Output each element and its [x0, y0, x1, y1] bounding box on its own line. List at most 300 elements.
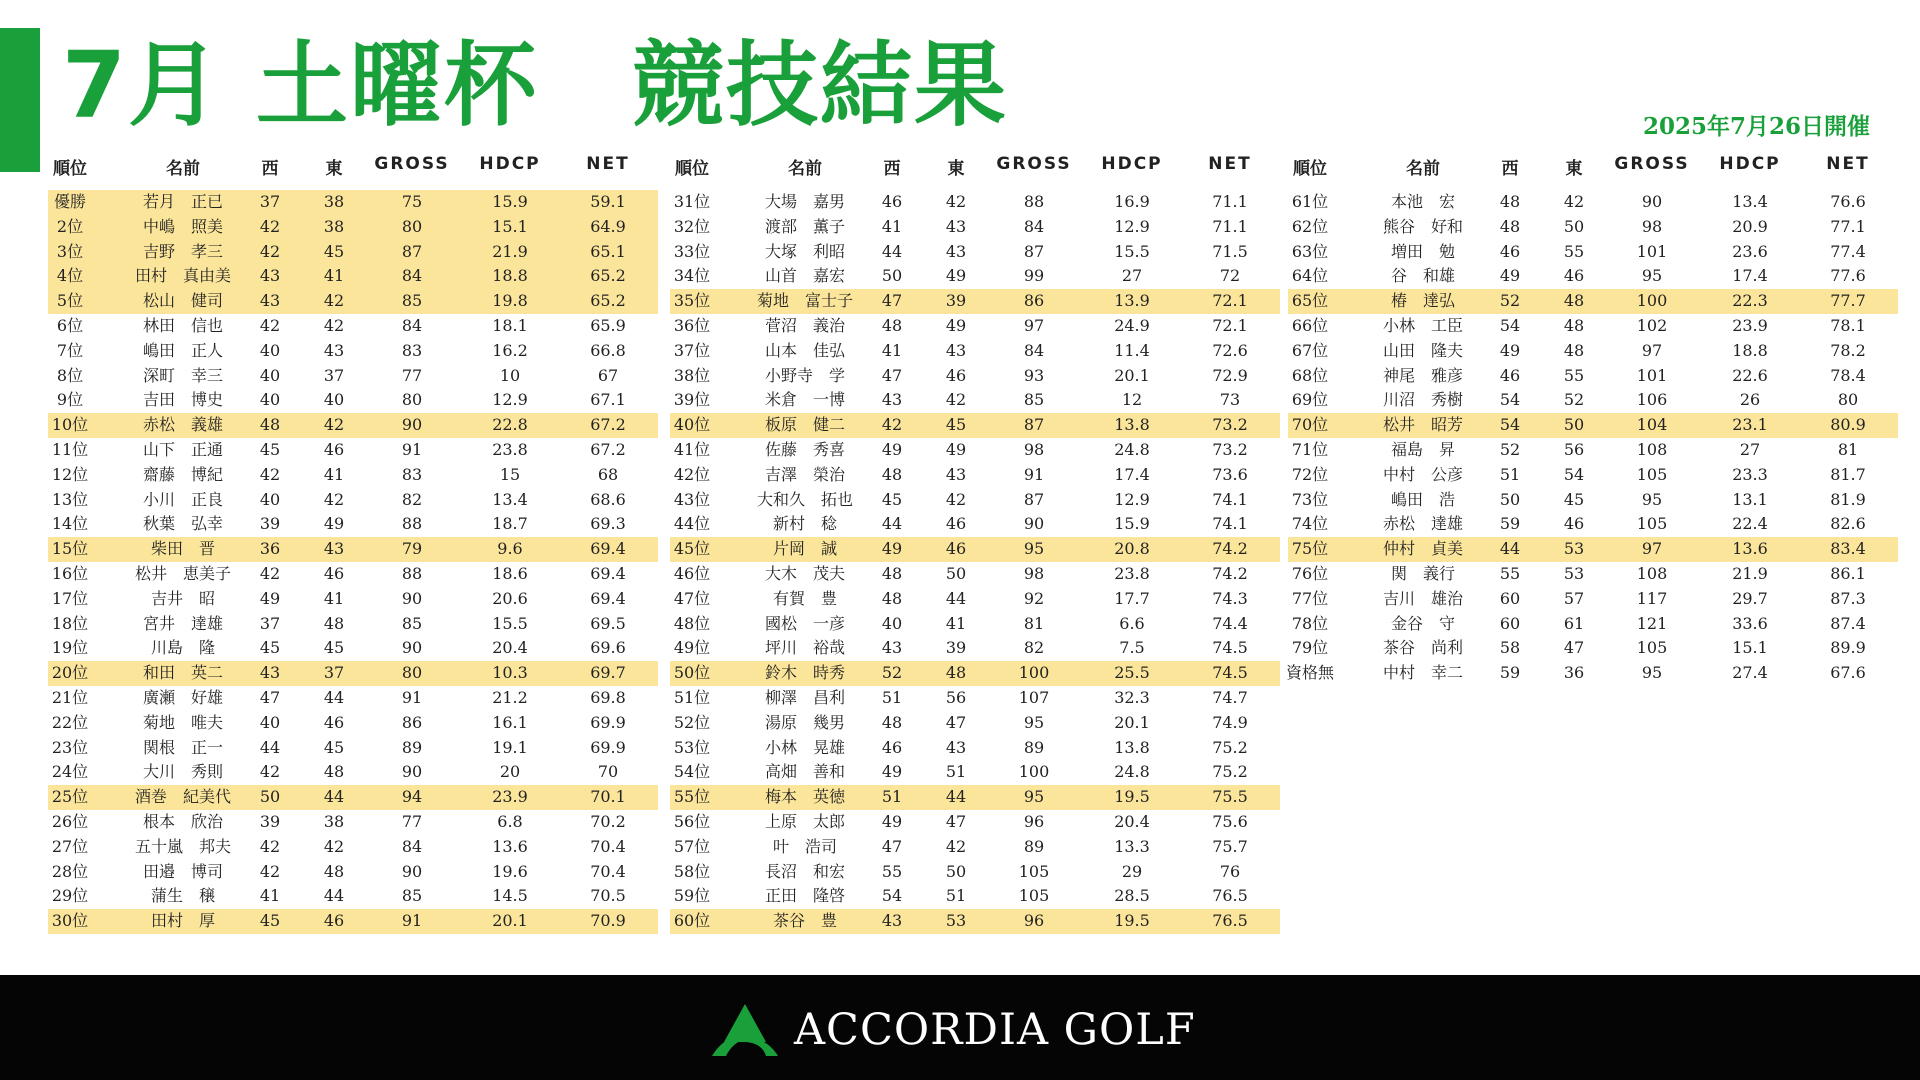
- hdcp-cell: 20.1: [492, 911, 528, 931]
- east-score-cell: 46: [1563, 266, 1585, 286]
- west-score-cell: 39: [259, 514, 281, 534]
- net-header: NET: [1826, 154, 1870, 174]
- hdcp-cell: 28.5: [1114, 886, 1150, 906]
- east-header: 東: [1565, 159, 1583, 179]
- net-cell: 72.1: [1212, 291, 1248, 311]
- gross-cell: 77: [401, 811, 423, 831]
- west-score-cell: 50: [1499, 489, 1521, 509]
- west-score-cell: 36: [259, 539, 281, 559]
- net-cell: 75.7: [1212, 836, 1248, 856]
- name-cell: 茶谷 豊: [772, 911, 838, 931]
- hdcp-cell: 19.8: [492, 291, 528, 311]
- east-score-cell: 49: [323, 514, 345, 534]
- hdcp-cell: 14.5: [492, 886, 528, 906]
- table-row: [670, 488, 1280, 513]
- west-score-cell: 40: [881, 613, 903, 633]
- east-score-cell: 38: [323, 811, 345, 831]
- rank-cell: 15位: [51, 539, 89, 559]
- east-score-cell: 54: [1563, 464, 1585, 484]
- gross-cell: 87: [1023, 489, 1045, 509]
- table-row: [48, 810, 658, 835]
- rank-cell: 50位: [673, 663, 711, 683]
- east-score-cell: 48: [1563, 291, 1585, 311]
- rank-cell: 52位: [673, 712, 711, 732]
- hdcp-cell: 6.6: [1119, 613, 1145, 633]
- table-row: [670, 587, 1280, 612]
- east-score-cell: 42: [945, 836, 967, 856]
- net-cell: 82.6: [1830, 514, 1866, 534]
- east-score-cell: 45: [323, 737, 345, 757]
- event-date: 2025年7月26日開催: [1642, 113, 1870, 140]
- net-cell: 74.5: [1212, 638, 1248, 658]
- hdcp-cell: 23.8: [1114, 563, 1150, 583]
- name-cell: 吉田 博史: [142, 390, 224, 410]
- hdcp-cell: 15.9: [1114, 514, 1150, 534]
- west-score-cell: 52: [1499, 439, 1521, 459]
- west-score-cell: 44: [259, 737, 281, 757]
- net-cell: 68.6: [590, 489, 626, 509]
- table-row: [670, 289, 1280, 314]
- east-header: 東: [325, 159, 343, 179]
- name-cell: 米倉 一博: [764, 390, 846, 410]
- table-row: [48, 860, 658, 885]
- net-cell: 78.1: [1830, 315, 1866, 335]
- east-score-cell: 46: [323, 563, 345, 583]
- hdcp-cell: 16.9: [1114, 192, 1150, 211]
- east-score-cell: 37: [323, 663, 345, 683]
- table-row: [48, 636, 658, 661]
- hdcp-cell: 33.6: [1732, 613, 1768, 633]
- gross-cell: 89: [1023, 836, 1045, 856]
- gross-header: GROSS: [996, 154, 1072, 174]
- hdcp-cell: 17.7: [1114, 588, 1150, 608]
- east-score-cell: 38: [323, 192, 345, 211]
- rank-cell: 39位: [673, 390, 711, 410]
- hdcp-cell: 21.2: [492, 687, 528, 707]
- table-row: [48, 835, 658, 860]
- net-cell: 87.3: [1830, 588, 1866, 608]
- hdcp-cell: 13.6: [1732, 539, 1768, 559]
- net-cell: 74.2: [1212, 563, 1248, 583]
- west-score-cell: 48: [881, 315, 903, 335]
- west-score-cell: 55: [1499, 563, 1521, 583]
- rank-cell: 11位: [51, 439, 89, 459]
- hdcp-cell: 23.9: [1732, 315, 1768, 335]
- east-score-cell: 55: [1563, 365, 1585, 385]
- name-cell: 有賀 豊: [772, 588, 838, 608]
- table-row: [670, 364, 1280, 389]
- table-row: [1288, 388, 1898, 413]
- gross-cell: 89: [1023, 737, 1045, 757]
- name-cell: 叶 浩司: [772, 836, 838, 856]
- west-score-cell: 45: [259, 638, 281, 658]
- rank-cell: 29位: [51, 886, 89, 906]
- west-score-cell: 49: [881, 762, 903, 782]
- table-row: [670, 537, 1280, 562]
- table-row: [670, 388, 1280, 413]
- east-score-cell: 37: [323, 365, 345, 385]
- rank-cell: 31位: [673, 192, 711, 211]
- net-cell: 86.1: [1830, 563, 1866, 583]
- rank-cell: 46位: [673, 563, 711, 583]
- table-row: [1288, 215, 1898, 240]
- west-score-cell: 41: [881, 216, 903, 236]
- name-cell: 上原 太郎: [764, 811, 846, 831]
- gross-cell: 82: [1023, 638, 1045, 658]
- west-score-cell: 54: [1499, 315, 1521, 335]
- east-score-cell: 42: [945, 192, 967, 211]
- table-row: [670, 736, 1280, 761]
- net-cell: 68: [597, 464, 619, 484]
- gross-cell: 91: [401, 911, 423, 931]
- hdcp-cell: 20.8: [1114, 539, 1150, 559]
- west-score-cell: 55: [881, 861, 903, 881]
- gross-cell: 105: [1636, 464, 1668, 484]
- hdcp-cell: 12.9: [492, 390, 528, 410]
- hdcp-cell: 13.4: [1732, 192, 1768, 211]
- hdcp-cell: 23.9: [492, 787, 528, 807]
- net-cell: 66.8: [590, 340, 626, 360]
- hdcp-cell: 27.4: [1732, 663, 1768, 683]
- table-row: [48, 661, 658, 686]
- hdcp-header: HDCP: [1719, 154, 1781, 174]
- table-row: [48, 364, 658, 389]
- hdcp-cell: 29: [1121, 861, 1143, 881]
- hdcp-cell: 16.2: [492, 340, 528, 360]
- west-score-cell: 51: [881, 687, 903, 707]
- net-cell: 69.3: [590, 514, 626, 534]
- rank-cell: 26位: [51, 811, 89, 831]
- west-score-cell: 42: [881, 415, 903, 435]
- gross-cell: 93: [1023, 365, 1045, 385]
- east-score-cell: 61: [1563, 613, 1585, 633]
- hdcp-cell: 13.8: [1114, 415, 1150, 435]
- rank-cell: 71位: [1291, 439, 1329, 459]
- net-cell: 71.1: [1212, 216, 1248, 236]
- rank-cell: 28位: [51, 861, 89, 881]
- name-cell: 國松 一彦: [764, 613, 846, 633]
- east-score-cell: 44: [945, 588, 967, 608]
- gross-cell: 90: [401, 588, 423, 608]
- name-cell: 茶谷 尚利: [1382, 638, 1464, 658]
- gross-cell: 117: [1636, 588, 1668, 608]
- table-row: [48, 388, 658, 413]
- rank-cell: 40位: [673, 415, 711, 435]
- east-score-cell: 42: [323, 315, 345, 335]
- net-cell: 74.4: [1212, 613, 1248, 633]
- table-header: [1288, 150, 1898, 180]
- east-score-cell: 46: [1563, 514, 1585, 534]
- gross-cell: 84: [1023, 340, 1045, 360]
- net-cell: 65.1: [590, 241, 626, 261]
- east-score-cell: 43: [945, 216, 967, 236]
- rank-cell: 37位: [673, 340, 711, 360]
- gross-cell: 87: [401, 241, 423, 261]
- rank-cell: 74位: [1291, 514, 1329, 534]
- east-score-cell: 44: [945, 787, 967, 807]
- name-cell: 林田 信也: [142, 315, 224, 335]
- name-cell: 金谷 守: [1390, 613, 1456, 633]
- hdcp-cell: 24.8: [1114, 762, 1150, 782]
- net-cell: 70.4: [590, 861, 626, 881]
- west-score-cell: 48: [881, 712, 903, 732]
- hdcp-cell: 17.4: [1114, 464, 1150, 484]
- table-row: [1288, 537, 1898, 562]
- rank-cell: 5位: [56, 291, 84, 311]
- west-header: 西: [1501, 159, 1519, 179]
- east-score-cell: 52: [1563, 390, 1585, 410]
- gross-cell: 91: [401, 439, 423, 459]
- east-score-cell: 36: [1563, 663, 1585, 683]
- name-cell: 新村 稔: [772, 514, 838, 534]
- rank-cell: 6位: [56, 315, 84, 335]
- table-row: [48, 686, 658, 711]
- name-cell: 小野寺 学: [764, 365, 846, 385]
- net-cell: 78.2: [1830, 340, 1866, 360]
- net-cell: 69.9: [590, 737, 626, 757]
- west-score-cell: 42: [259, 315, 281, 335]
- table-row: [670, 909, 1280, 934]
- rank-cell: 42位: [673, 464, 711, 484]
- name-cell: 椿 達弘: [1390, 291, 1456, 311]
- gross-cell: 97: [1641, 340, 1663, 360]
- hdcp-cell: 23.8: [492, 439, 528, 459]
- west-score-cell: 44: [881, 241, 903, 261]
- west-score-cell: 41: [881, 340, 903, 360]
- gross-cell: 90: [401, 762, 423, 782]
- rank-cell: 38位: [673, 365, 711, 385]
- name-cell: 高畑 善和: [764, 762, 846, 782]
- west-score-cell: 48: [259, 415, 281, 435]
- east-score-cell: 46: [323, 712, 345, 732]
- hdcp-cell: 21.9: [1732, 563, 1768, 583]
- west-score-cell: 43: [259, 663, 281, 683]
- name-cell: 嶋田 浩: [1390, 489, 1456, 509]
- name-cell: 鈴木 時秀: [764, 663, 846, 683]
- hdcp-cell: 10.3: [492, 663, 528, 683]
- table-row: [670, 438, 1280, 463]
- hdcp-cell: 13.6: [492, 836, 528, 856]
- gross-cell: 83: [401, 340, 423, 360]
- hdcp-cell: 13.8: [1114, 737, 1150, 757]
- table-row: [1288, 612, 1898, 637]
- name-cell: 酒巻 紀美代: [134, 787, 232, 807]
- table-row: [48, 512, 658, 537]
- west-score-cell: 60: [1499, 588, 1521, 608]
- west-score-cell: 40: [259, 390, 281, 410]
- net-cell: 81: [1837, 439, 1859, 459]
- rank-cell: 12位: [51, 464, 89, 484]
- gross-cell: 95: [1641, 489, 1663, 509]
- hdcp-cell: 20.1: [1114, 712, 1150, 732]
- hdcp-cell: 19.5: [1114, 787, 1150, 807]
- table-row: [1288, 488, 1898, 513]
- net-cell: 75.6: [1212, 811, 1248, 831]
- rank-cell: 9位: [56, 390, 84, 410]
- east-score-cell: 46: [945, 539, 967, 559]
- west-score-cell: 49: [1499, 340, 1521, 360]
- net-cell: 72.1: [1212, 315, 1248, 335]
- name-cell: 田村 真由美: [134, 266, 232, 286]
- east-score-cell: 39: [945, 638, 967, 658]
- rank-cell: 10位: [51, 415, 89, 435]
- net-cell: 65.2: [590, 266, 626, 286]
- name-cell: 佐藤 秀喜: [764, 439, 846, 459]
- name-cell: 齋藤 博紀: [142, 464, 224, 484]
- net-cell: 69.5: [590, 613, 626, 633]
- west-score-cell: 48: [1499, 192, 1521, 211]
- net-cell: 70.4: [590, 836, 626, 856]
- table-row: [670, 785, 1280, 810]
- west-score-cell: 48: [881, 563, 903, 583]
- name-cell: 松山 健司: [142, 291, 224, 311]
- west-score-cell: 40: [259, 489, 281, 509]
- net-cell: 73.2: [1212, 439, 1248, 459]
- name-cell: 柴田 晋: [150, 539, 216, 559]
- rank-cell: 73位: [1291, 489, 1329, 509]
- hdcp-cell: 26: [1739, 390, 1761, 410]
- gross-cell: 83: [401, 464, 423, 484]
- net-cell: 81.7: [1830, 464, 1866, 484]
- rank-cell: 53位: [673, 737, 711, 757]
- west-score-cell: 46: [1499, 365, 1521, 385]
- rank-header: 順位: [1293, 159, 1327, 179]
- hdcp-cell: 13.1: [1732, 489, 1768, 509]
- east-score-cell: 48: [323, 861, 345, 881]
- gross-cell: 106: [1636, 390, 1668, 410]
- hdcp-cell: 25.5: [1114, 663, 1150, 683]
- east-score-cell: 47: [1563, 638, 1585, 658]
- west-score-cell: 37: [259, 613, 281, 633]
- net-cell: 80.9: [1830, 415, 1866, 435]
- net-cell: 74.5: [1212, 663, 1248, 683]
- gross-cell: 84: [401, 836, 423, 856]
- results-column-3: [1285, 150, 1898, 686]
- east-score-cell: 44: [323, 787, 345, 807]
- name-cell: 菅沼 義治: [764, 315, 846, 335]
- west-score-cell: 47: [881, 365, 903, 385]
- gross-cell: 80: [401, 390, 423, 410]
- hdcp-cell: 23.1: [1732, 415, 1768, 435]
- rank-cell: 78位: [1291, 613, 1329, 633]
- west-score-cell: 51: [1499, 464, 1521, 484]
- name-cell: 川沼 秀樹: [1382, 390, 1464, 410]
- table-row: [48, 264, 658, 289]
- west-score-cell: 50: [881, 266, 903, 286]
- table-row: [670, 463, 1280, 488]
- name-cell: 大場 嘉男: [764, 192, 846, 211]
- net-cell: 74.3: [1212, 588, 1248, 608]
- table-row: [48, 463, 658, 488]
- east-score-cell: 51: [945, 762, 967, 782]
- hdcp-cell: 23.6: [1732, 241, 1768, 261]
- net-cell: 81.9: [1830, 489, 1866, 509]
- name-cell: 山首 嘉宏: [764, 266, 846, 286]
- gross-cell: 82: [401, 489, 423, 509]
- gross-cell: 80: [401, 663, 423, 683]
- table-row: [48, 289, 658, 314]
- name-cell: 神尾 雅彦: [1382, 365, 1464, 385]
- hdcp-cell: 9.6: [497, 539, 523, 559]
- hdcp-cell: 22.6: [1732, 365, 1768, 385]
- net-header: NET: [586, 154, 630, 174]
- rank-cell: 30位: [51, 911, 89, 931]
- west-score-cell: 46: [1499, 241, 1521, 261]
- hdcp-cell: 15.5: [492, 613, 528, 633]
- west-score-cell: 42: [259, 836, 281, 856]
- east-score-cell: 42: [945, 390, 967, 410]
- name-cell: 熊谷 好和: [1382, 216, 1464, 236]
- gross-cell: 108: [1636, 563, 1668, 583]
- page-title: 7月 土曜杯 競技結果: [62, 32, 1009, 139]
- table-row: [1288, 587, 1898, 612]
- net-cell: 73.2: [1212, 415, 1248, 435]
- name-cell: 小川 正良: [142, 489, 224, 509]
- east-score-cell: 55: [1563, 241, 1585, 261]
- west-score-cell: 45: [259, 439, 281, 459]
- west-score-cell: 59: [1499, 663, 1521, 683]
- table-row: [670, 884, 1280, 909]
- net-cell: 70.9: [590, 911, 626, 931]
- east-score-cell: 43: [323, 539, 345, 559]
- hdcp-cell: 24.8: [1114, 439, 1150, 459]
- east-score-cell: 48: [323, 762, 345, 782]
- hdcp-cell: 22.3: [1732, 291, 1768, 311]
- table-row: [48, 488, 658, 513]
- table-row: [670, 314, 1280, 339]
- gross-cell: 105: [1018, 861, 1050, 881]
- rank-cell: 13位: [51, 489, 89, 509]
- west-score-cell: 49: [881, 439, 903, 459]
- title-accent-bar: [0, 28, 40, 172]
- name-cell: 大木 茂夫: [764, 563, 846, 583]
- east-score-cell: 42: [323, 415, 345, 435]
- name-cell: 田村 厚: [150, 911, 216, 931]
- table-row: [1288, 314, 1898, 339]
- gross-cell: 104: [1636, 415, 1668, 435]
- gross-cell: 85: [1023, 390, 1045, 410]
- table-row: [670, 686, 1280, 711]
- gross-cell: 95: [1023, 539, 1045, 559]
- table-row: [1288, 438, 1898, 463]
- rank-cell: 54位: [673, 762, 711, 782]
- gross-cell: 81: [1023, 613, 1045, 633]
- west-score-cell: 37: [259, 192, 281, 211]
- net-cell: 77.6: [1830, 266, 1866, 286]
- rank-cell: 20位: [51, 663, 89, 683]
- rank-cell: 34位: [673, 266, 711, 286]
- name-cell: 嶋田 正人: [142, 340, 224, 360]
- name-cell: 片岡 誠: [772, 539, 838, 559]
- rank-cell: 65位: [1291, 291, 1329, 311]
- hdcp-cell: 15.9: [492, 192, 528, 211]
- net-cell: 69.6: [590, 638, 626, 658]
- east-score-cell: 44: [323, 886, 345, 906]
- net-cell: 72.6: [1212, 340, 1248, 360]
- name-cell: 吉井 昭: [150, 588, 216, 608]
- name-cell: 増田 勉: [1390, 241, 1456, 261]
- gross-cell: 90: [401, 638, 423, 658]
- gross-cell: 85: [401, 886, 423, 906]
- west-score-cell: 48: [881, 588, 903, 608]
- gross-cell: 88: [401, 563, 423, 583]
- net-cell: 65.9: [590, 315, 626, 335]
- net-cell: 75.5: [1212, 787, 1248, 807]
- gross-cell: 95: [1023, 712, 1045, 732]
- table-row: [670, 760, 1280, 785]
- table-row: [1288, 463, 1898, 488]
- rank-cell: 21位: [51, 687, 89, 707]
